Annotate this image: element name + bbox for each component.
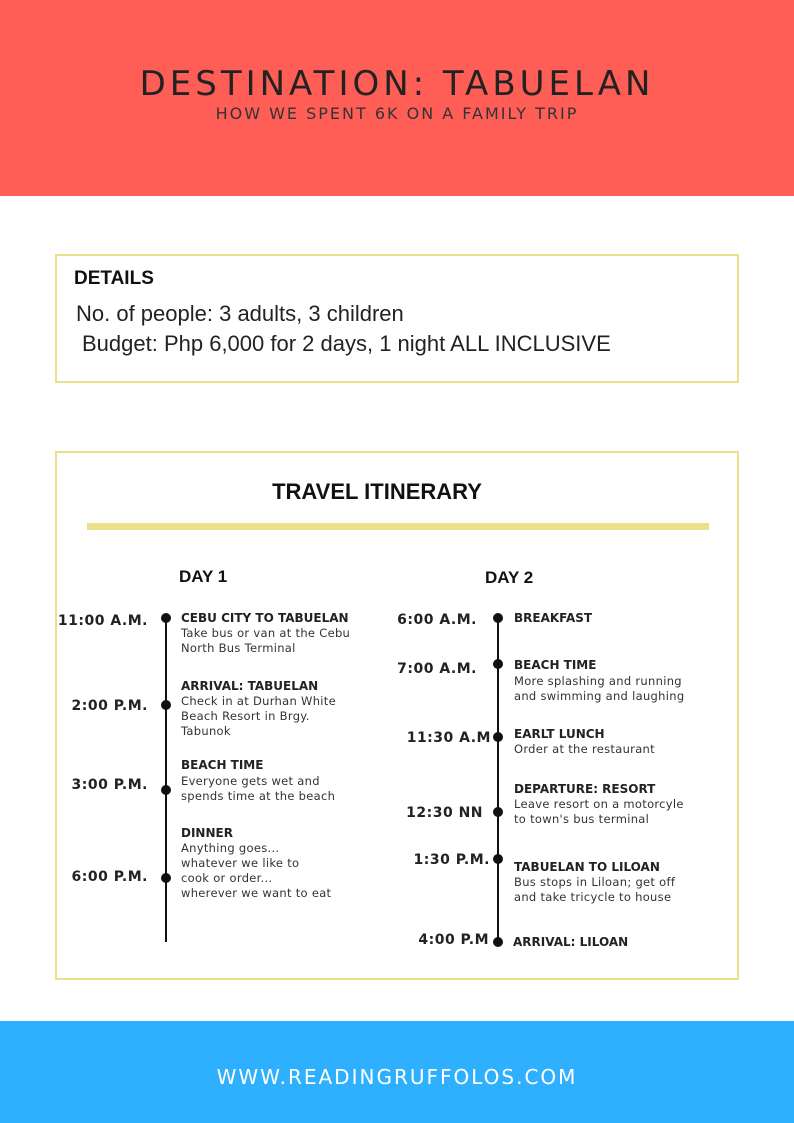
itinerary-title: TRAVEL ITINERARY xyxy=(272,479,482,504)
day2-dot xyxy=(493,807,503,817)
day2-time: 7:00 A.M. xyxy=(397,661,477,677)
details-heading: DETAILS xyxy=(74,268,154,289)
day1-event-title: ARRIVAL: TABUELAN xyxy=(181,679,319,693)
details-people: No. of people: 3 adults, 3 children xyxy=(76,301,404,326)
day1-time: 6:00 P.M. xyxy=(71,869,148,885)
day1-time: 2:00 P.M. xyxy=(71,698,148,714)
day1-event-desc: Check in at Durhan White Beach Resort in Brgy. Tabunok xyxy=(181,694,336,738)
day2-event-desc: Leave resort on a motorcyle to town's bus terminal xyxy=(514,797,684,826)
day2-event-title: ARRIVAL: LILOAN xyxy=(513,935,629,949)
details-box xyxy=(55,254,739,383)
page-subtitle: HOW WE SPENT 6K ON A FAMILY TRIP xyxy=(215,104,579,123)
day2-label: DAY 2 xyxy=(485,568,534,587)
day2-event-title: EARLT LUNCH xyxy=(514,727,605,741)
day2-event-title: BREAKFAST xyxy=(514,611,593,625)
day2-time: 12:30 NN xyxy=(406,805,483,821)
day1-time: 3:00 P.M. xyxy=(71,777,148,793)
day2-time: 4:00 P.M xyxy=(418,932,489,948)
details-budget: Budget: Php 6,000 for 2 days, 1 night ALL INCLUSIVE xyxy=(82,331,611,356)
day2-dot xyxy=(493,613,503,623)
day1-event-desc: Take bus or van at the Cebu North Bus Terminal xyxy=(181,626,351,655)
day1-dot xyxy=(161,873,171,883)
day1-event-title: BEACH TIME xyxy=(181,758,264,772)
itinerary-box xyxy=(55,451,739,980)
footer-url: WWW.READINGRUFFOLOS.COM xyxy=(216,1065,578,1089)
itinerary-divider xyxy=(87,523,709,530)
day1-label: DAY 1 xyxy=(179,567,228,586)
day2-event-title: DEPARTURE: RESORT xyxy=(514,782,656,796)
day2-time: 1:30 P.M. xyxy=(413,852,490,868)
day2-time: 6:00 A.M. xyxy=(397,612,477,628)
day2-event-desc: Bus stops in Liloan; get off and take tricycle to house xyxy=(514,875,676,904)
day2-event-title: BEACH TIME xyxy=(514,658,597,672)
day1-timeline xyxy=(165,616,167,942)
day1-event-title: DINNER xyxy=(181,826,233,840)
day2-dot xyxy=(493,937,503,947)
page-title: DESTINATION: TABUELAN xyxy=(139,64,655,104)
day2-event-desc: Order at the restaurant xyxy=(514,742,655,756)
day2-event-title: TABUELAN TO LILOAN xyxy=(514,860,660,874)
day1-dot xyxy=(161,700,171,710)
day2-time: 11:30 A.M xyxy=(406,730,491,746)
day1-event-desc: Anything goes... whatever we like to cook or order... wherever we want to eat xyxy=(181,841,332,900)
day2-dot xyxy=(493,732,503,742)
footer-banner xyxy=(0,1021,794,1123)
day1-event-title: CEBU CITY TO TABUELAN xyxy=(181,611,349,625)
day2-dot xyxy=(493,659,503,669)
day1-dot xyxy=(161,613,171,623)
day2-event-desc: More splashing and running and swimming and laughing xyxy=(514,674,685,703)
header-banner xyxy=(0,0,794,196)
day1-time: 11:00 A.M. xyxy=(57,613,148,629)
day1-event-desc: Everyone gets wet and spends time at the beach xyxy=(181,774,336,803)
day2-dot xyxy=(493,854,503,864)
day1-dot xyxy=(161,785,171,795)
